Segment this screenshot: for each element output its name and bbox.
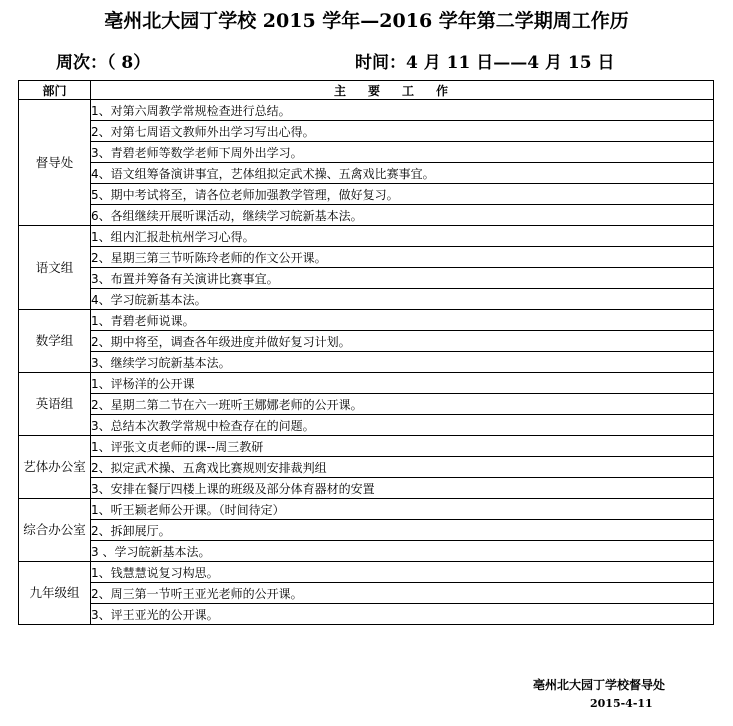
work-item-cell: 3、继续学习皖新基本法。 xyxy=(91,352,714,373)
table-row xyxy=(19,541,714,562)
document-title: 亳州北大园丁学校 2015 学年—2016 学年第二学期周工作历 xyxy=(104,10,629,32)
table-row xyxy=(19,100,714,121)
signature: 亳州北大园丁学校督导处 xyxy=(533,678,666,692)
table-row xyxy=(19,331,714,352)
work-item-cell: 4、语文组筹备演讲事宜，艺体组拟定武术操、五禽戏比赛事宜。 xyxy=(91,163,714,184)
department-cell: 九年级组 xyxy=(19,562,91,625)
table-row xyxy=(19,310,714,331)
table-row xyxy=(19,163,714,184)
department-cell: 语文组 xyxy=(19,226,91,310)
table-row xyxy=(19,226,714,247)
work-item-cell: 6、各组继续开展听课活动，继续学习皖新基本法。 xyxy=(91,205,714,226)
work-item-cell: 3、总结本次教学常规中检查存在的问题。 xyxy=(91,415,714,436)
table-row xyxy=(19,142,714,163)
work-item-cell: 3、评王亚光的公开课。 xyxy=(91,604,714,625)
table-row xyxy=(19,289,714,310)
table-row xyxy=(19,457,714,478)
work-item-cell: 2、对第七周语文教师外出学习写出心得。 xyxy=(91,121,714,142)
table-row xyxy=(19,499,714,520)
work-item-cell: 1、听王颖老师公开课。（时间待定） xyxy=(91,499,714,520)
table-row xyxy=(19,268,714,289)
department-cell: 英语组 xyxy=(19,373,91,436)
date-range: 时间：4 月 11 日——4 月 15 日 xyxy=(355,53,615,73)
work-item-cell: 1、青碧老师说课。 xyxy=(91,310,714,331)
signature-date: 2015-4-11 xyxy=(590,697,653,710)
work-item-cell: 2、拟定武术操、五禽戏比赛规则安排裁判组 xyxy=(91,457,714,478)
work-item-cell: 2、星期二第二节在六一班听王娜娜老师的公开课。 xyxy=(91,394,714,415)
table-row xyxy=(19,562,714,583)
weekly-schedule-table xyxy=(18,80,714,625)
header-department: 部门 xyxy=(19,81,91,100)
department-cell: 艺体办公室 xyxy=(19,436,91,499)
department-cell: 督导处 xyxy=(19,100,91,226)
table-row xyxy=(19,352,714,373)
table-row xyxy=(19,520,714,541)
table-row xyxy=(19,184,714,205)
department-cell: 数学组 xyxy=(19,310,91,373)
work-item-cell: 1、评杨洋的公开课 xyxy=(91,373,714,394)
work-item-cell: 3、青碧老师等数学老师下周外出学习。 xyxy=(91,142,714,163)
table-row xyxy=(19,394,714,415)
work-item-cell: 2、周三第一节听王亚光老师的公开课。 xyxy=(91,583,714,604)
table-row xyxy=(19,436,714,457)
work-item-cell: 4、学习皖新基本法。 xyxy=(91,289,714,310)
work-item-cell: 5、期中考试将至，请各位老师加强教学管理，做好复习。 xyxy=(91,184,714,205)
work-item-cell: 1、评张文贞老师的课--周三教研 xyxy=(91,436,714,457)
work-item-cell: 1、组内汇报赴杭州学习心得。 xyxy=(91,226,714,247)
table-row xyxy=(19,583,714,604)
work-item-cell: 3、安排在餐厅四楼上课的班级及部分体育器材的安置 xyxy=(91,478,714,499)
header-main-work: 主要工作 xyxy=(91,81,714,100)
table-row xyxy=(19,478,714,499)
work-item-cell: 1、对第六周教学常规检查进行总结。 xyxy=(91,100,714,121)
table-header-row xyxy=(19,81,714,100)
work-item-cell: 2、星期三第三节听陈玲老师的作文公开课。 xyxy=(91,247,714,268)
table-row xyxy=(19,373,714,394)
work-item-cell: 3 、学习皖新基本法。 xyxy=(91,541,714,562)
work-item-cell: 2、期中将至，调查各年级进度并做好复习计划。 xyxy=(91,331,714,352)
table-row xyxy=(19,205,714,226)
work-item-cell: 2、拆卸展厅。 xyxy=(91,520,714,541)
work-item-cell: 1、钱慧慧说复习构思。 xyxy=(91,562,714,583)
schedule-body xyxy=(19,100,714,625)
work-item-cell: 3、布置并筹备有关演讲比赛事宜。 xyxy=(91,268,714,289)
table-row xyxy=(19,247,714,268)
department-cell: 综合办公室 xyxy=(19,499,91,562)
table-row xyxy=(19,415,714,436)
table-row xyxy=(19,604,714,625)
table-row xyxy=(19,121,714,142)
week-number: 周次：（ 8） xyxy=(56,53,151,73)
